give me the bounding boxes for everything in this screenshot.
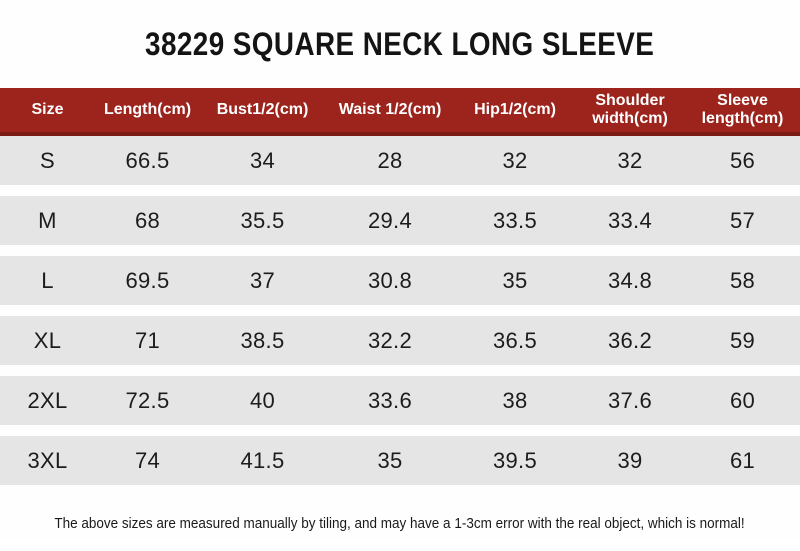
table-row-l — [0, 256, 800, 305]
cell-size: S — [40, 147, 55, 173]
title-bar — [0, 0, 800, 88]
cell-waist: 32.2 — [367, 327, 413, 353]
cell-waist: 28 — [377, 147, 403, 173]
cell-sleeve: 57 — [729, 207, 756, 233]
cell-size: L — [41, 267, 54, 293]
cell-bust: 40 — [249, 387, 276, 413]
column-header-sleeve-length: Sleeve length(cm) — [701, 91, 784, 127]
cell-length: 74 — [134, 447, 161, 473]
cell-waist: 35 — [377, 447, 403, 473]
cell-bust: 37 — [249, 267, 276, 293]
cell-shoulder: 34.8 — [607, 267, 653, 293]
cell-bust: 35.5 — [240, 207, 285, 233]
cell-hip: 38 — [502, 387, 528, 413]
cell-hip: 39.5 — [492, 447, 538, 473]
cell-size: 2XL — [27, 387, 68, 413]
cell-shoulder: 37.6 — [607, 387, 653, 413]
column-header-bust: Bust1/2(cm) — [216, 100, 309, 118]
cell-length: 66.5 — [125, 147, 170, 173]
column-header-length: Length(cm) — [103, 100, 192, 118]
cell-bust: 38.5 — [240, 327, 285, 353]
cell-size: XL — [33, 327, 62, 353]
table-row-xl — [0, 316, 800, 365]
cell-length: 69.5 — [125, 267, 170, 293]
column-header-waist: Waist 1/2(cm) — [338, 100, 442, 118]
cell-hip: 35 — [502, 267, 528, 293]
column-header-size: Size — [31, 100, 64, 118]
cell-length: 71 — [134, 327, 161, 353]
cell-hip: 36.5 — [492, 327, 538, 353]
cell-sleeve: 59 — [729, 327, 756, 353]
cell-length: 68 — [134, 207, 161, 233]
cell-sleeve: 60 — [729, 387, 756, 413]
table-row-s — [0, 136, 800, 185]
cell-bust: 34 — [249, 147, 276, 173]
cell-sleeve: 61 — [729, 447, 756, 473]
table-header-row — [0, 88, 800, 136]
cell-shoulder: 36.2 — [607, 327, 653, 353]
cell-waist: 33.6 — [367, 387, 413, 413]
cell-waist: 30.8 — [367, 267, 413, 293]
table-row-3xl — [0, 436, 800, 485]
cell-length: 72.5 — [125, 387, 170, 413]
cell-shoulder: 33.4 — [607, 207, 653, 233]
cell-size: M — [38, 207, 57, 233]
cell-shoulder: 32 — [617, 147, 643, 173]
page-title: 38229 SQUARE NECK LONG SLEEVE — [145, 25, 655, 62]
table-row-m — [0, 196, 800, 245]
table-row-2xl — [0, 376, 800, 425]
cell-hip: 33.5 — [492, 207, 538, 233]
measurement-disclaimer: The above sizes are measured manually by tiling, and may have a 1-3cm error with the real object, which is normal! — [54, 515, 746, 532]
cell-shoulder: 39 — [617, 447, 643, 473]
footnote-bar — [0, 496, 800, 551]
cell-bust: 41.5 — [240, 447, 285, 473]
cell-size: 3XL — [27, 447, 68, 473]
column-header-hip: Hip1/2(cm) — [474, 100, 556, 118]
column-header-shoulder-width: Shoulder width(cm) — [592, 91, 668, 127]
cell-hip: 32 — [502, 147, 528, 173]
cell-sleeve: 58 — [729, 267, 756, 293]
cell-waist: 29.4 — [367, 207, 413, 233]
cell-sleeve: 56 — [729, 147, 756, 173]
